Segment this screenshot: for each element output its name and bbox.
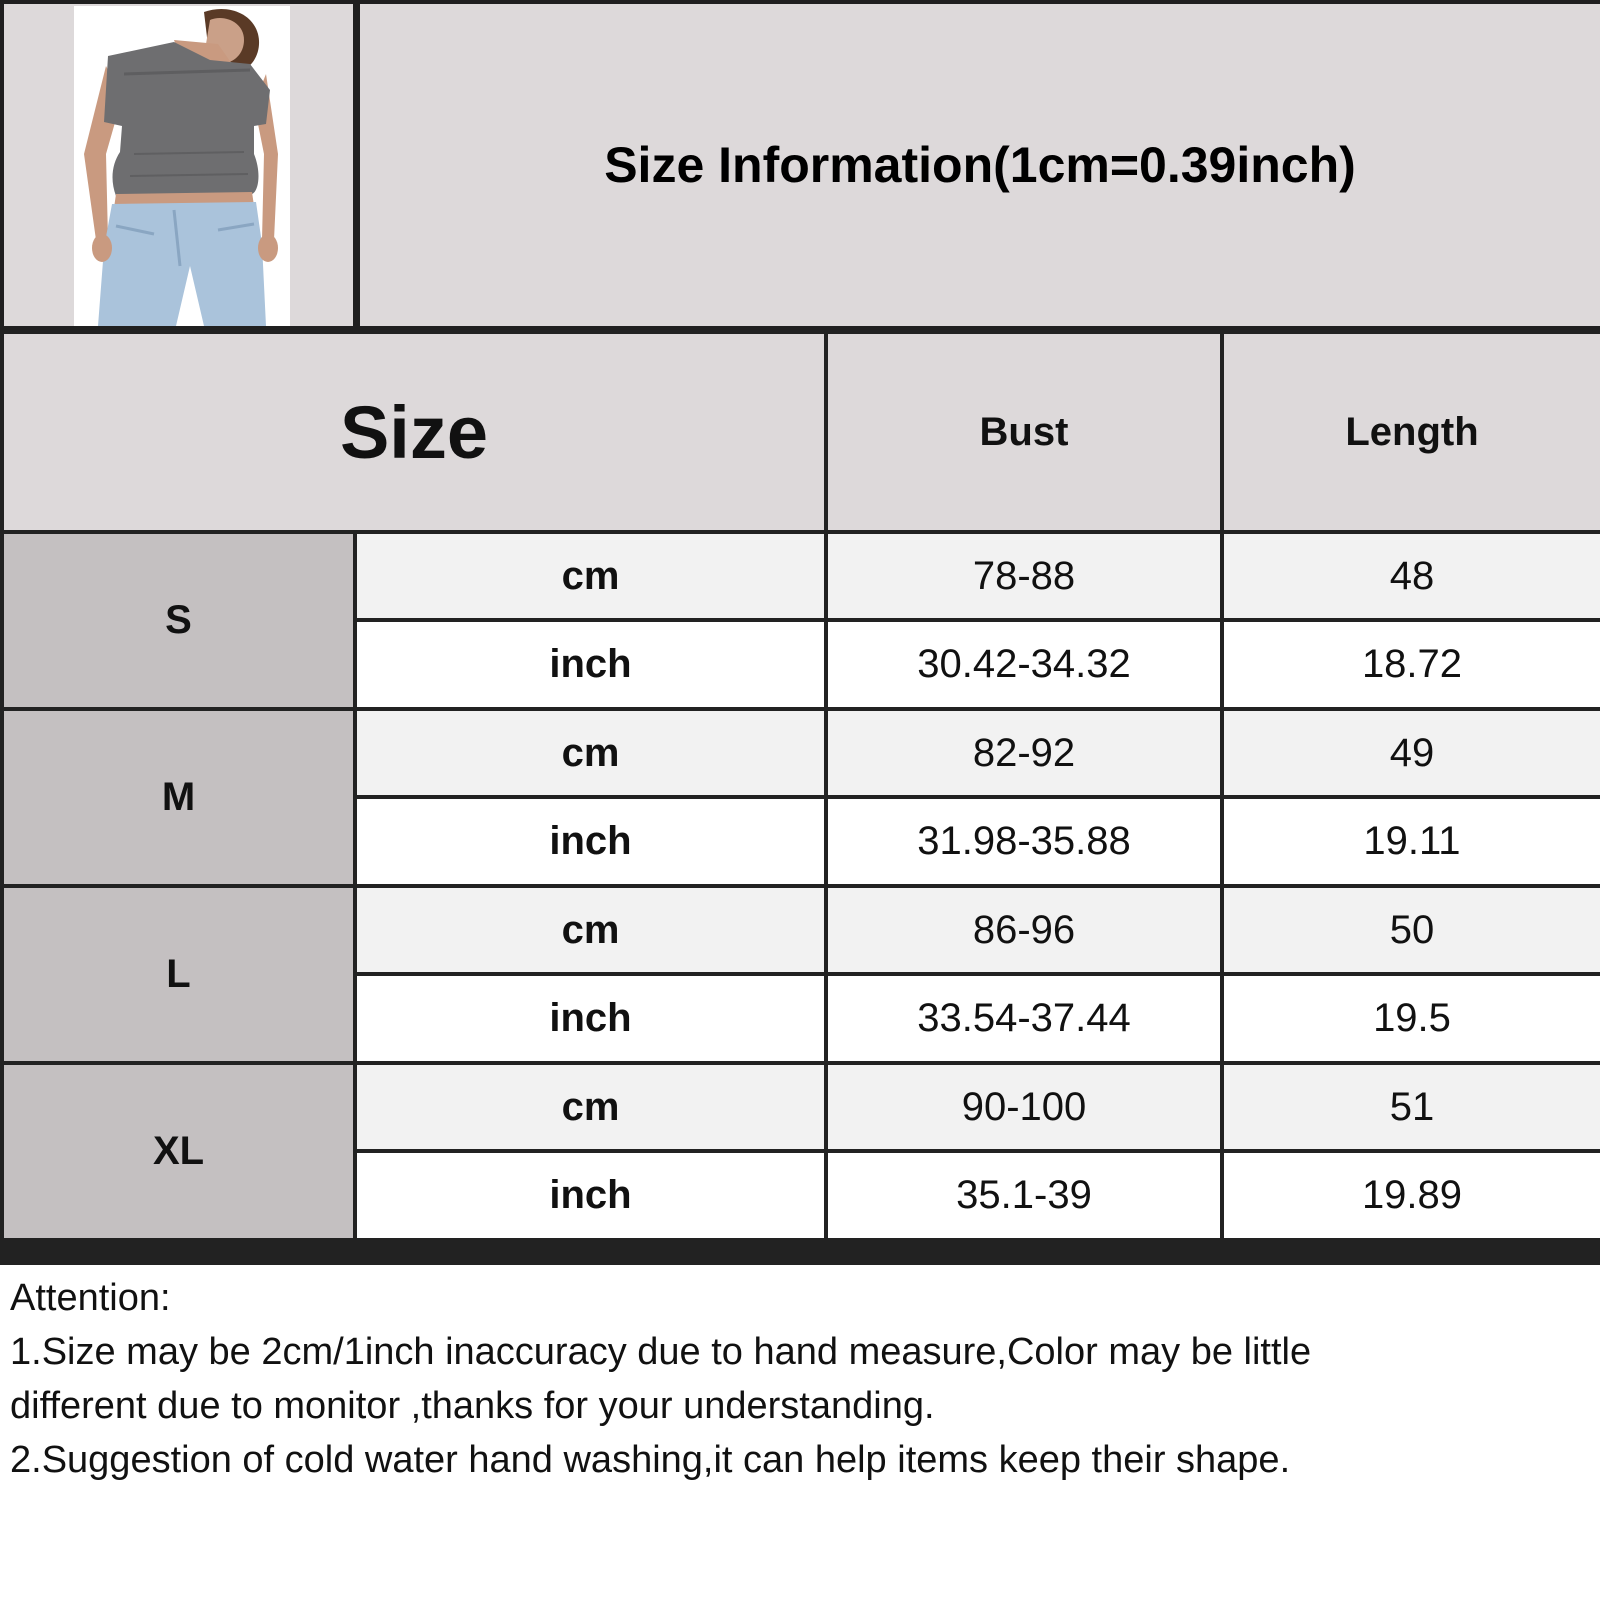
attention-heading: Attention: [10,1277,171,1319]
size-label-l: L [4,888,353,1061]
unit-cell: inch [357,622,824,707]
bust-value: 33.54-37.44 [828,976,1220,1061]
unit-cell: inch [357,1153,824,1238]
attention-note-1b: different due to monitor ,thanks for your understanding. [10,1385,935,1427]
length-value: 19.5 [1224,976,1600,1061]
bust-value: 78-88 [828,534,1220,618]
bust-value: 30.42-34.32 [828,622,1220,707]
size-label-xl: XL [4,1065,353,1238]
unit-cell: cm [357,711,824,795]
unit-cell: cm [357,1065,824,1149]
unit-cell: cm [357,534,824,618]
length-column-header: Length [1224,334,1600,530]
bust-value: 31.98-35.88 [828,799,1220,884]
page-title: Size Information(1cm=0.39inch) [604,137,1356,193]
product-photo [4,4,353,326]
bust-value: 35.1-39 [828,1153,1220,1238]
size-table [0,330,1600,1262]
attention-note-2: 2.Suggestion of cold water hand washing,it can help items keep their shape. [10,1439,1291,1481]
product-photo-cell [4,4,353,326]
length-value: 18.72 [1224,622,1600,707]
unit-cell: inch [357,799,824,884]
attention-note-1a: 1.Size may be 2cm/1inch inaccuracy due to hand measure,Color may be little [10,1331,1312,1373]
length-value: 49 [1224,711,1600,795]
length-value: 19.89 [1224,1153,1600,1238]
attention-notes [0,1262,1600,1600]
length-value: 51 [1224,1065,1600,1149]
size-label-m: M [4,711,353,884]
size-column-header: Size [4,334,824,530]
bust-column-header: Bust [828,334,1220,530]
length-value: 19.11 [1224,799,1600,884]
title-cell [360,4,1600,326]
length-value: 48 [1224,534,1600,618]
size-label-s: S [4,534,353,707]
bust-value: 82-92 [828,711,1220,795]
unit-cell: cm [357,888,824,972]
bust-value: 86-96 [828,888,1220,972]
chart-header [0,0,1600,330]
unit-cell: inch [357,976,824,1061]
length-value: 50 [1224,888,1600,972]
bust-value: 90-100 [828,1065,1220,1149]
